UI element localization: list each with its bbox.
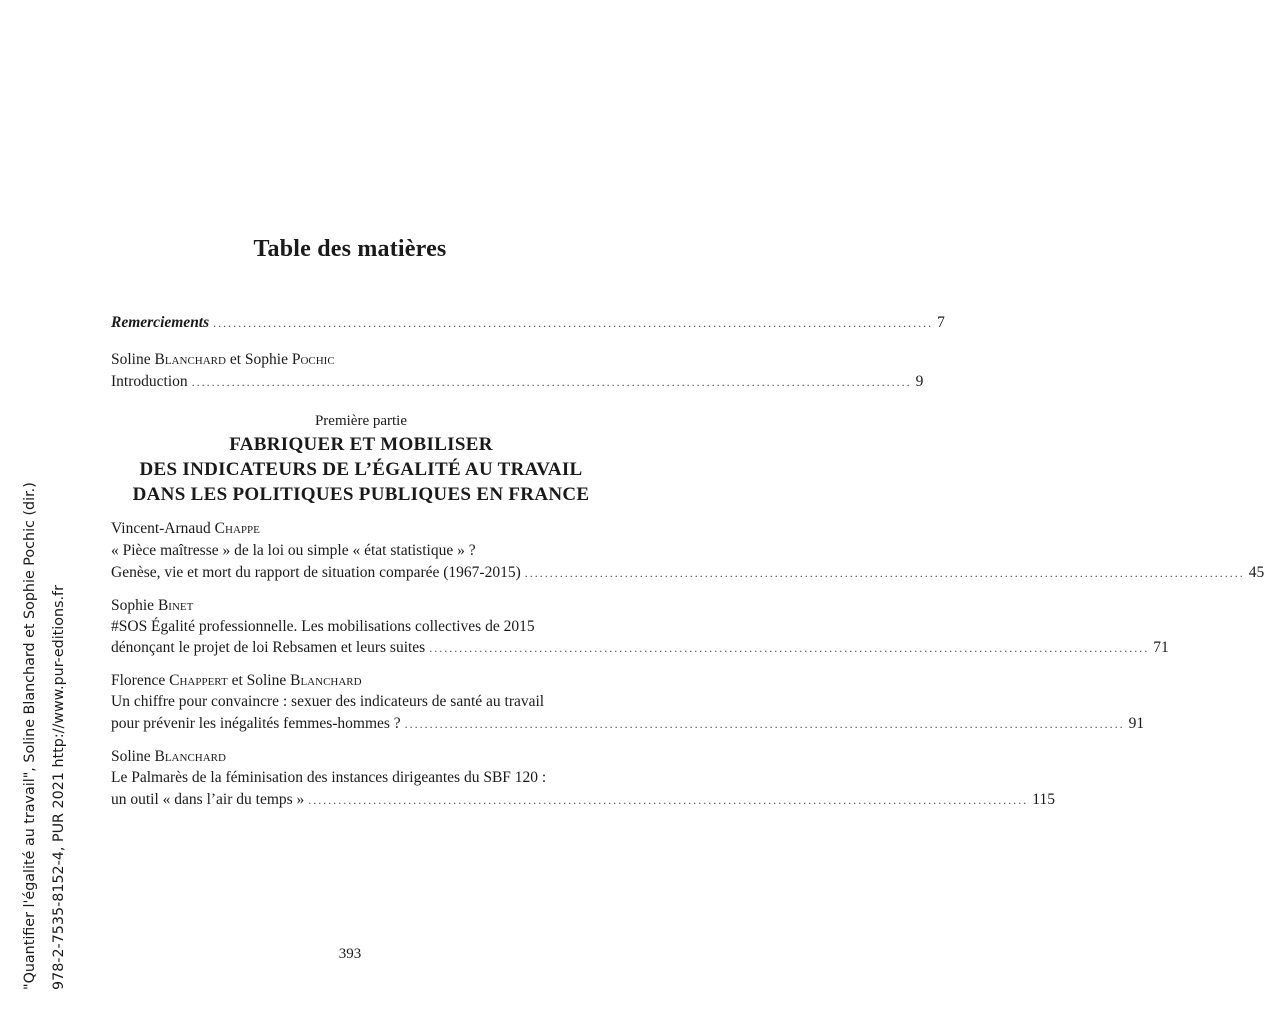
- author-last: Chappert: [169, 672, 228, 689]
- toc-entry-chapter-4[interactable]: [111, 790, 1055, 810]
- author-join: et Soline: [227, 672, 291, 689]
- author-last: Blanchard: [154, 748, 226, 765]
- toc-entry-chapter-3[interactable]: [111, 714, 1145, 734]
- part-title-line-1: FABRIQUER ET MOBILISER: [229, 434, 493, 455]
- author-join: et Sophie: [225, 351, 292, 368]
- chapter-title-line: dénonçant le projet de loi Rebsamen et leurs suites: [111, 639, 426, 656]
- entry-page: 7: [937, 314, 945, 331]
- leader-dots: ................................................................................................................................................: [308, 793, 1029, 807]
- chapter-title-line: Genèse, vie et mort du rapport de situation comparée (1967-2015): [111, 564, 521, 581]
- chapter-title-line: pour prévenir les inégalités femmes-hommes ?: [111, 715, 401, 732]
- chapter-title-line: « Pièce maîtresse » de la loi ou simple « état statistique » ?: [111, 542, 476, 559]
- leader-dots: ................................................................................................................................................: [213, 316, 934, 330]
- leader-dots: ................................................................................................................................................: [404, 717, 1125, 731]
- entry-title: Remerciements: [111, 314, 210, 331]
- author-first: Florence: [111, 672, 170, 689]
- toc-entry-chapter-1[interactable]: [111, 563, 1264, 583]
- toc-entry-authors: [111, 350, 611, 370]
- author-last: Pochic: [291, 351, 335, 368]
- author-last: Blanchard: [290, 672, 362, 689]
- author-first: Soline: [111, 748, 155, 765]
- chapter-author: [111, 519, 611, 539]
- entry-page: 91: [1128, 715, 1145, 732]
- author-last: Binet: [157, 597, 194, 614]
- part-label: Première partie: [314, 413, 408, 429]
- entry-page: 9: [915, 373, 924, 390]
- side-citation-line-1: "Quantifier l'égalité au travail", Soline Blanchard et Sophie Pochic (dir.): [22, 482, 38, 990]
- author-first: Sophie: [111, 597, 158, 614]
- author-last: Blanchard: [154, 351, 226, 368]
- part-title-line-2: DES INDICATEURS DE L’ÉGALITÉ AU TRAVAIL: [139, 459, 583, 480]
- leader-dots: ................................................................................................................................................: [191, 375, 912, 389]
- side-citation-line-2: 978-2-7535-8152-4, PUR 2021 http://www.pur-editions.fr: [51, 585, 67, 990]
- chapter-title-line: #SOS Égalité professionnelle. Les mobilisations collectives de 2015: [111, 618, 535, 635]
- part-title-line-3: DANS LES POLITIQUES PUBLIQUES EN FRANCE: [132, 484, 590, 505]
- page-number: 393: [338, 946, 362, 962]
- author-last: Chappe: [214, 520, 260, 537]
- chapter-title-line: un outil « dans l’air du temps »: [111, 791, 305, 808]
- entry-title: Introduction: [111, 373, 188, 390]
- leader-dots: ................................................................................................................................................: [524, 566, 1245, 580]
- chapter-author: [111, 671, 611, 691]
- chapter-title-line: Un chiffre pour convaincre : sexuer des indicateurs de santé au travail: [111, 693, 545, 710]
- author-first: Soline: [111, 351, 155, 368]
- leader-dots: ................................................................................................................................................: [429, 641, 1150, 655]
- toc-entry-chapter-2[interactable]: [111, 638, 1169, 658]
- author-first: Vincent-Arnaud: [111, 520, 215, 537]
- entry-page: 71: [1153, 639, 1169, 656]
- toc-entry-introduction[interactable]: [111, 372, 924, 392]
- page-title: Table des matières: [253, 236, 447, 262]
- entry-page: 45: [1248, 564, 1264, 581]
- entry-page: 115: [1032, 791, 1055, 808]
- chapter-author: [111, 596, 611, 616]
- toc-entry-remerciements[interactable]: [111, 313, 945, 333]
- chapter-title-line: Le Palmarès de la féminisation des instances dirigeantes du SBF 120 :: [111, 769, 547, 786]
- chapter-author: [111, 747, 611, 767]
